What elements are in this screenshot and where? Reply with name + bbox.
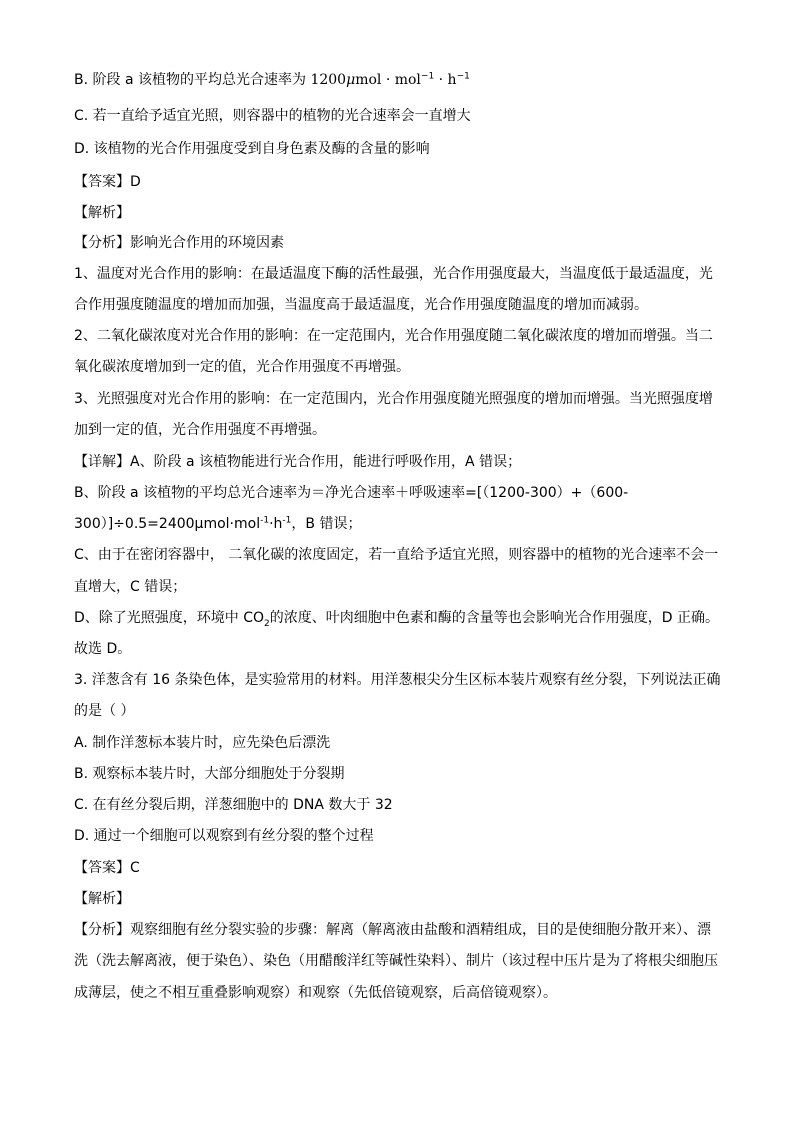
q3-option-a: A. 制作洋葱标本装片时，应先染色后漂洗 xyxy=(74,735,331,751)
q2-analysis-line: 【分析】影响光合作用的环境因素 xyxy=(74,235,284,251)
q2-detail-c1: C、由于在密闭容器中， 二氧化碳的浓度固定，若一直给予适宜光照，则容器中的植物的光合速率不会一 xyxy=(74,547,719,563)
q2-analysis-line: 1、温度对光合作用的影响：在最适温度下酶的活性最强，光合作用强度最大，当温度低于最适温度，光 xyxy=(74,266,713,282)
q2-option-d: D. 该植物的光合作用强度受到自身色素及酶的含量的影响 xyxy=(74,141,430,157)
q2-conclusion: 故选 D。 xyxy=(74,641,132,657)
q2-analysis-line: 合作用强度随温度的增加而加强，当温度高于最适温度，光合作用强度随温度的增加而减弱。 xyxy=(74,297,648,313)
q2-analysis-line: 3、光照强度对光合作用的影响：在一定范围内，光合作用强度随光照强度的增加而增强。当光照强度增 xyxy=(74,391,713,407)
q2-detail-d: D、除了光照强度，环境中 $CO_2$的浓度、叶肉细胞中色素和酶的含量等也会影响光合作用强度，D 正确。 xyxy=(74,610,719,629)
q3-option-c: C. 在有丝分裂后期，洋葱细胞中的 DNA 数大于 32 xyxy=(74,797,393,813)
q2-option-b: B. 阶段 a 该植物的平均总光合速率为 $1200\mu mol \cdot mol^{-1} \cdot h^{-1}$ xyxy=(74,71,470,88)
q3-stem-line2: 的是（ ） xyxy=(74,703,135,719)
q3-option-d: D. 通过一个细胞可以观察到有丝分裂的整个过程 xyxy=(74,828,374,844)
q2-detail-b2: $300)]\div 0.5=2400\mu mol\cdot mol^{-1}\cdot h^{-1}$，B 错误； xyxy=(74,515,362,532)
q2-analysis-line: 加到一定的值，光合作用强度不再增强。 xyxy=(74,422,326,438)
q3-analysis-line: 成薄层，使之不相互重叠影响观察）和观察（先低倍镜观察，后高倍镜观察）。 xyxy=(74,985,557,1001)
q2-detail-c2: 直增大，C 错误； xyxy=(74,579,187,595)
q2-analysis-title: 【解析】 xyxy=(74,205,130,221)
q3-answer: 【答案】C xyxy=(74,860,140,876)
q2-analysis-line: 氧化碳浓度增加到一定的值，光合作用强度不再增强。 xyxy=(74,359,410,375)
q2-analysis-line: 2、二氧化碳浓度对光合作用的影响：在一定范围内，光合作用强度随二氧化碳浓度的增加而增强。当二 xyxy=(74,328,713,344)
q3-option-b: B. 观察标本装片时，大部分细胞处于分裂期 xyxy=(74,766,345,782)
q3-analysis-line: 洗（洗去解离液，便于染色）、染色（用醋酸洋红等碱性染料）、制片（该过程中压片是为了将根尖细胞压 xyxy=(74,953,718,969)
q3-analysis-title: 【解析】 xyxy=(74,891,130,907)
q3-analysis-line: 【分析】观察细胞有丝分裂实验的步骤：解离（解离液由盐酸和酒精组成，目的是使细胞分散开来）、漂 xyxy=(74,922,711,938)
q2-detail-b1: B、阶段 a 该植物的平均总光合速率为＝净光合速率＋呼吸速率=[（1200-300）+（600- xyxy=(74,485,629,501)
q2-answer: 【答案】D xyxy=(74,174,141,190)
q2-option-c: C. 若一直给予适宜光照，则容器中的植物的光合速率会一直增大 xyxy=(74,108,471,124)
q3-stem-line1: 3. 洋葱含有 16 条染色体，是实验常用的材料。用洋葱根尖分生区标本装片观察有丝分裂，下列说法正确 xyxy=(74,672,721,688)
q2-detail-a: 【详解】A、阶段 a 该植物能进行光合作用，能进行呼吸作用，A 错误； xyxy=(74,454,522,470)
